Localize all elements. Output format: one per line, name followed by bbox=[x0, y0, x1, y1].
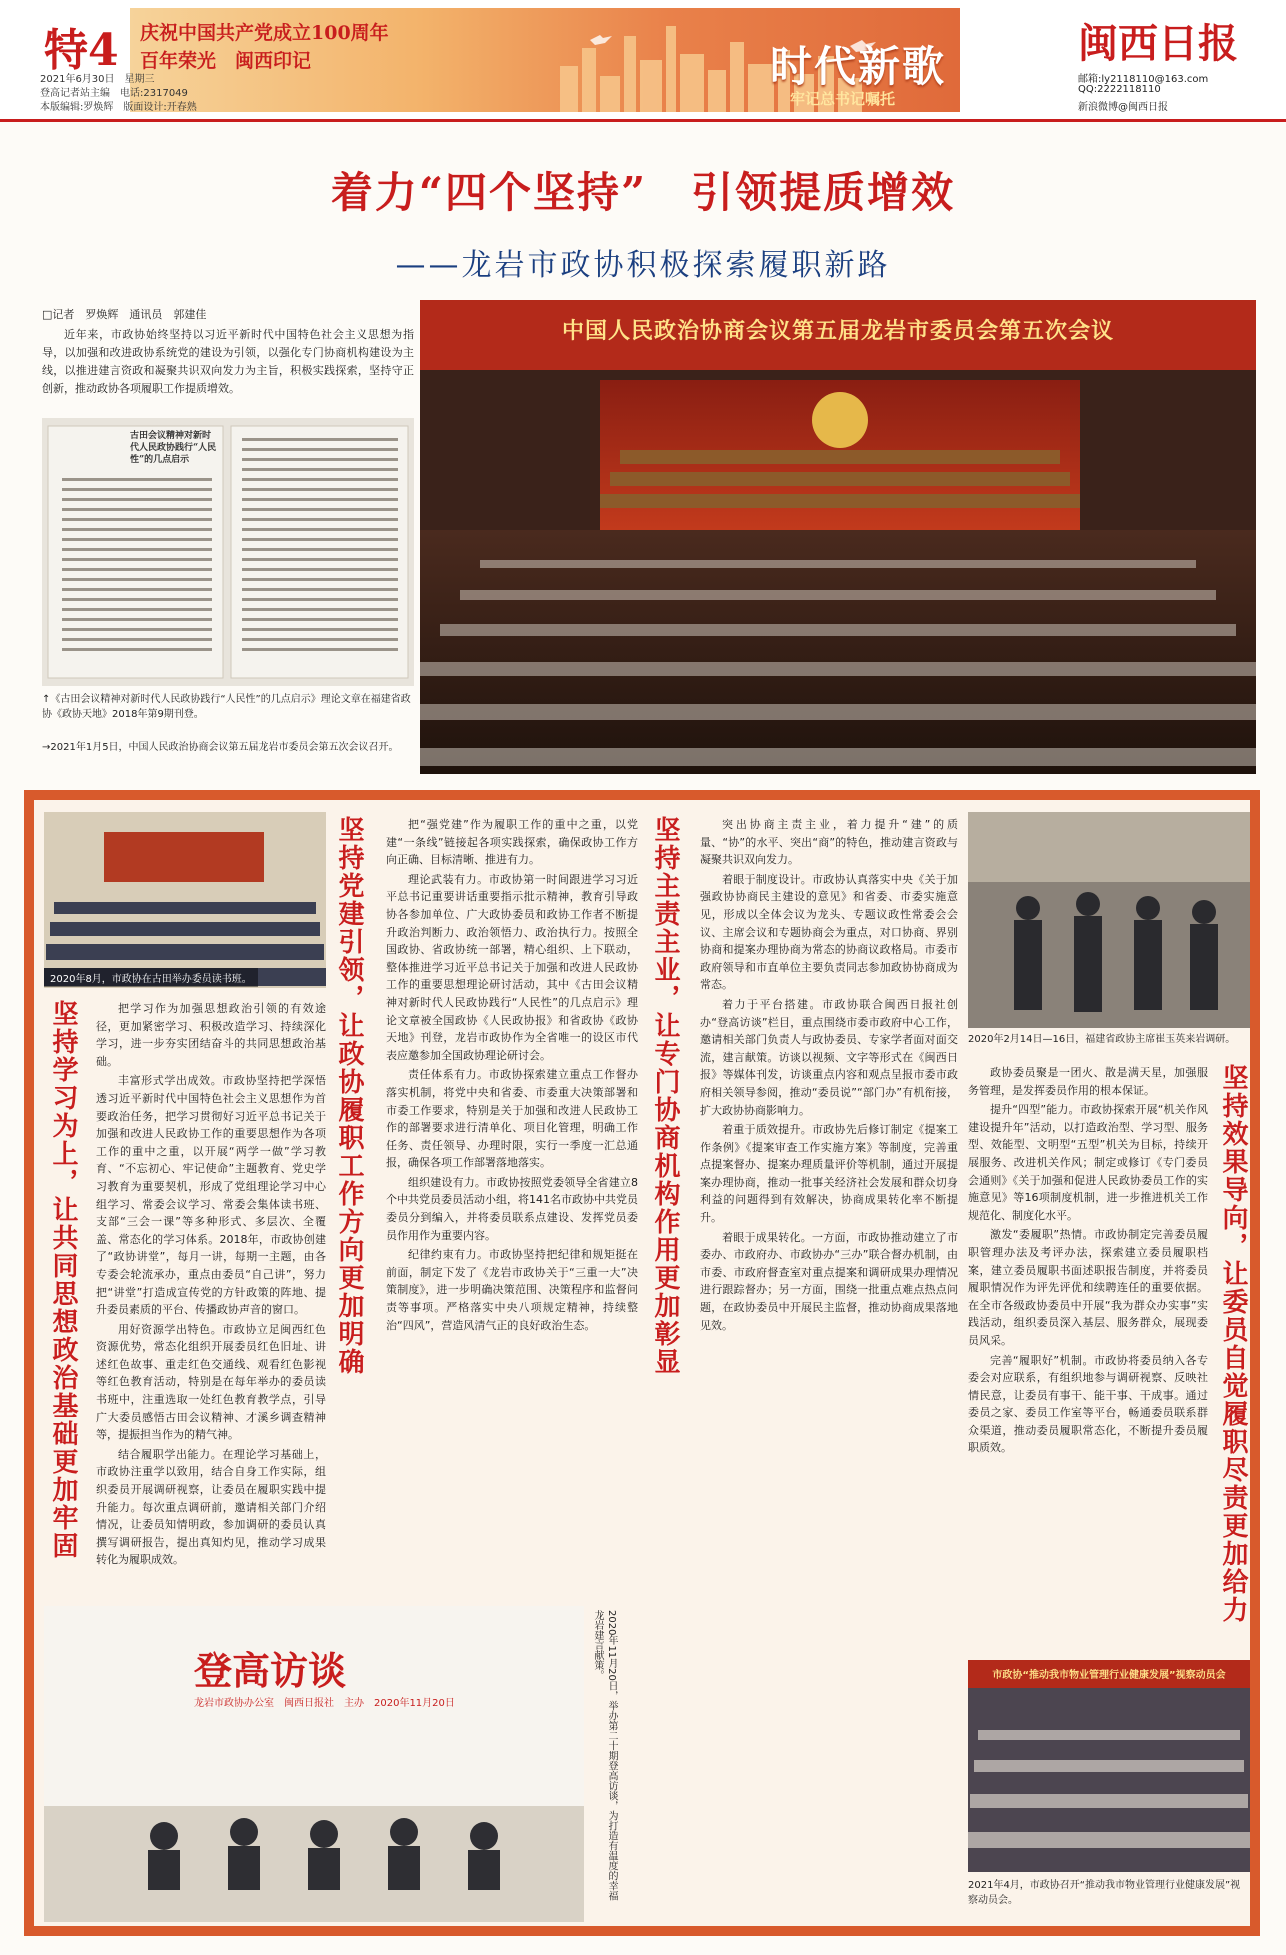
mobilization-meeting-graphic bbox=[968, 1660, 1250, 1872]
series-subtitle: 牢记总书记嘱托 bbox=[790, 90, 896, 108]
article-title: 着力“四个坚持” 引领提质增效 bbox=[330, 168, 956, 217]
header-banner bbox=[130, 8, 960, 112]
section-3-body bbox=[700, 816, 958, 1922]
section-3-paragraph: 着眼于成果转化。一方面，市政协推动建立了市委办、市政府办、市政协办“三办”联合督办机制，由市委、市政府督查室对重点提案和调研成果办理情况进行跟踪督办；另一方面，围绕一批重点难点热点问题，在政协委员中开展民主监督，推动协商成果落地见效。 bbox=[700, 1230, 958, 1332]
section-1-paragraph: 用好资源学出特色。市政协立足闽西红色资源优势，常态化组织开展委员红色旧址、讲述红色故事、重走红色交通线、观看红色影视等红色教育活动，特别是在每年举办的委员读书班中，注重选取一处红色教育教学点，引导广大委员感悟古田会议精神、才溪乡调查精神等，提振担当作为的精气神。 bbox=[96, 1322, 326, 1442]
inspection-visit-caption: 2020年2月14日—16日，福建省政协主席崔玉英来岩调研。 bbox=[968, 1034, 1236, 1045]
section-4-body bbox=[968, 1064, 1208, 1648]
article-subtitle: ——龙岩市政协积极探索履职新路 bbox=[395, 248, 891, 283]
section-3-title: 坚持主责主业，让专门协商机构作用更加彰显 bbox=[650, 816, 680, 1376]
inspection-visit-graphic bbox=[968, 812, 1250, 1028]
section-4-paragraph: 提升“四型”能力。市政协探索开展“机关作风建设提升年”活动，以打造政治型、学习型、服务型、效能型、文明型“五型”机关为目标，持续开展服务、改进机关作风；制定或修订《专门委员会通则》《关于加强和促进人民政协委员工作的实施意见》等16项制度机制，进一步推进机关工作规范化、制度化水平。 bbox=[968, 1103, 1208, 1222]
magazine-photo bbox=[42, 418, 414, 686]
section-4-paragraph: 完善“履职好”机制。市政协将委员纳入各专委会对应联系，有组织地参与调研视察、反映社情民意，让委员有事干、能干事、干成事。通过委员之家、委员工作室等平台，畅通委员联系群众渠道，推动委员履职常态化，不断提升委员履职质效。 bbox=[968, 1353, 1208, 1455]
meeting-hall-graphic bbox=[420, 300, 1256, 774]
newspaper-masthead: 闽西日报 bbox=[1078, 20, 1238, 67]
contact-email: 邮箱:ly2118110@163.com bbox=[1078, 74, 1209, 85]
lead-paragraph: 近年来，市政协始终坚持以习近平新时代中国特色社会主义思想为指导，以加强和改进政协系统党的建设为引领，以强化专门协商机构建设为主线，以推进建言资政和凝聚共识双向发力为主旨，积极实践探索，坚持守正创新，推动政协各项履职工作提质增效。 bbox=[42, 328, 414, 395]
section-2-paragraph: 责任体系有力。市政协探索建立重点工作督办落实机制，将党中央和省委、市委重大决策部署和市委工作要求，特别是关于加强和改进人民政协工作的部署要求进行清单化、项目化管理，明确工作任务、责任领导、办理时限，实行一季度一汇总通报，确保各项工作部署落地落实。 bbox=[386, 1068, 638, 1170]
magazine-article-heading: 古田会议精神对新时代人民政协践行“人民性”的几点启示 bbox=[130, 431, 217, 465]
magazine-photo-caption: ↑《古田会议精神对新时代人民政协践行“人民性”的几点启示》理论文章在福建省政协《政协天地》2018年第9期刊登。 bbox=[42, 694, 411, 720]
section-1-paragraph: 结合履职学出能力。在理论学习基础上，市政协注重学以致用，结合自身工作实际，组织委员开展调研视察，让委员在履职实践中提升能力。每次重点调研前，邀请相关部门介绍情况，让委员知情明政，参加调研的委员认真撰写调研报告，提出真知灼见，推动学习成果转化为履职成效。 bbox=[96, 1447, 326, 1567]
editor-credits: 本版编辑:罗焕辉 版面设计:开春熟 bbox=[40, 102, 197, 113]
meeting-banner-text: 中国人民政治协商会议第五届龙岩市委员会第五次会议 bbox=[561, 318, 1114, 344]
anniversary-motto: 百年荣光 闽西印记 bbox=[140, 50, 312, 72]
meeting-hall-photo bbox=[420, 300, 1256, 774]
page-header bbox=[0, 0, 1286, 122]
talk-show-photo bbox=[44, 1606, 584, 1922]
section-4-title: 坚持效果导向，让委员自觉履职尽责更加给力 bbox=[1218, 1064, 1248, 1624]
section-1-title: 坚持学习为上，让共同思想政治基础更加牢固 bbox=[48, 1000, 78, 1560]
byline: □记者 罗焕辉 通讯员 郭建佳 bbox=[42, 308, 207, 321]
inspection-visit-photo bbox=[968, 812, 1250, 1028]
talk-show-caption: 2020年11月20日，举办第二十期登高访谈，为打造有温度的幸福龙岩建言献策。 bbox=[592, 1610, 617, 1901]
issue-date: 2021年6月30日 星期三 bbox=[40, 74, 155, 85]
reading-class-graphic bbox=[44, 812, 326, 988]
mobilization-meeting-photo bbox=[968, 1660, 1250, 1872]
reading-class-photo bbox=[44, 812, 326, 988]
contact-qq: QQ:2222118110 bbox=[1078, 84, 1161, 95]
section-2-paragraph: 纪律约束有力。市政协坚持把纪律和规矩挺在前面，制定下发了《龙岩市政协关于“三重一大”决策制度》，进一步明确决策范围、决策程序和监督问责等事项。严格落实中央八项规定精神，持续整治“四风”，营造风清气正的良好政治生态。 bbox=[386, 1248, 638, 1332]
section-2-paragraph: 理论武装有力。市政协第一时间跟进学习习近平总书记重要讲话重要指示批示精神，教育引导政协各参加单位、广大政协委员和政协工作者不断提升政治判断力、政治领悟力、政治执行力。按照全国政协、省政协统一部署，精心组织、上下联动，整体推进学习近平总书记关于加强和改进人民政协工作的重要思想理论研讨活动，其中《古田会议精神对新时代人民政协践行“人民性”的几点启示》理论文章被全国政协《人民政协报》和省政协《政协天地》刊登，龙岩市政协作为全省唯一的设区市代表应邀参加全国政协理论研讨会。 bbox=[386, 872, 638, 1062]
section-2-body bbox=[386, 816, 638, 1598]
section-1-paragraph: 把学习作为加强思想政治引领的有效途径，更加紧密学习、积极改造学习、持续深化学习，进一步夯实团结奋斗的共同思想政治基础。 bbox=[96, 1002, 326, 1068]
section-4-paragraph: 激发“委履职”热情。市政协制定完善委员履职管理办法及考评办法，探索建立委员履职档案，建立委员履职书面述职报告制度，并将委员履职情况作为评先评优和续聘连任的重要依据。在全市各级政协委员中开展“我为群众办实事”实践活动，组织委员深入基层、服务群众，展现委员风采。 bbox=[968, 1228, 1208, 1347]
section-1-body bbox=[96, 1000, 326, 1590]
mobilization-banner-text: 市政协“推动我市物业管理行业健康发展”视察动员会 bbox=[992, 1670, 1226, 1681]
section-1-paragraph: 丰富形式学出成效。市政协坚持把学深悟透习近平新时代中国特色社会主义思想作为首要政治任务，把学习贯彻好习近平总书记关于加强和改进人民政协工作的重要思想作为各项工作的重中之重，以开展“两学一做”学习教育、“不忘初心、牢记使命”主题教育、党史学习教育为重要契机，形成了党组理论学习中心组学习、常委会议学习、常委会集体读书班、支部“三会一课”等多种形式、多层次、全覆盖、常态化的学习体系。2018年，市政协创建了“政协讲堂”，每月一讲，每期一主题，由各专委会轮流承办，重点由委员“自己讲”，努力把“讲堂”打造成宣传党的方针政策的阵地、提升委员素质的平台、传播政协声音的窗口。 bbox=[96, 1074, 326, 1317]
section-2-title: 坚持党建引领，让政协履职工作方向更加明确 bbox=[334, 816, 364, 1376]
section-2-paragraph: 把“强党建”作为履职工作的重中之重，以党建“一条线”链接起各项实践探索，确保政协工作方向正确、目标清晰、推进有力。 bbox=[386, 818, 638, 867]
section-3-paragraph: 着眼于制度设计。市政协认真落实中央《关于加强政协协商民主建设的意见》和省委、市委实施意见，形成以全体会议为龙头、专题议政性常委会会议、主席会议和专题协商会为重点，对口协商、界别协商和提案办理协商为常态的协商议政格局。市委市政府领导和市直单位主要负责同志参加政协协商成为常态。 bbox=[700, 872, 958, 992]
section-3-paragraph: 着重于质效提升。市政协先后修订制定《提案工作条例》《提案审查工作实施方案》等制度，完善重点提案督办、提案办理质量评价等机制，通过开展提案办理协商，推动一批事关经济社会发展和群众切身利益的问题得到有效解决，协商成果转化率不断提升。 bbox=[700, 1123, 958, 1225]
meeting-photo-caption: →2021年1月5日，中国人民政治协商会议第五届龙岩市委员会第五次会议召开。 bbox=[42, 742, 399, 753]
mobilization-meeting-caption: 2021年4月，市政协召开“推动我市物业管理行业健康发展”视察动员会。 bbox=[968, 1880, 1241, 1906]
reading-class-caption: 2020年8月，市政协在古田举办委员读书班。 bbox=[44, 968, 258, 987]
magazine-spread-graphic bbox=[42, 418, 414, 686]
section-3-paragraph: 着力于平台搭建。市政协联合闽西日报社创办“登高访谈”栏目，重点围绕市委市政府中心工作，邀请相关部门负责人与政协委员、专家学者面对面交流，建言献策。访谈以视频、文字等形式在《闽西日报》等媒体刊发，访谈重点内容和观点呈报市委市政府相关领导参阅，推动“委员说”“部门办”有机衔接，扩大政协协商影响力。 bbox=[700, 997, 958, 1117]
contact-weibo: 新浪微博@闽西日报 bbox=[1078, 102, 1168, 113]
series-title: 时代新歌 bbox=[770, 42, 947, 91]
anniversary-slogan: 庆祝中国共产党成立100周年 bbox=[140, 22, 389, 44]
talk-banner-subtitle: 龙岩市政协办公室 闽西日报社 主办 2020年11月20日 bbox=[194, 1698, 455, 1709]
talk-banner-title: 登高访谈 bbox=[194, 1648, 347, 1693]
reporter-station: 登高记者站主编 电话:2317049 bbox=[40, 88, 188, 99]
special-page-label: 特4 bbox=[44, 25, 119, 76]
section-3-paragraph: 突出协商主责主业，着力提升“建”的质量、“协”的水平、突出“商”的特色，推动建言资政与凝聚共识双向发力。 bbox=[700, 818, 958, 867]
section-2-paragraph: 组织建设有力。市政协按照党委领导全省建立8个中共党员委员活动小组，将141名市政协中共党员委员分到编入，并将委员联系点建设、发挥党员委员作用作为重要内容。 bbox=[386, 1175, 638, 1242]
section-4-paragraph: 政协委员聚是一团火、散是满天星，加强服务管理，是发挥委员作用的根本保证。 bbox=[968, 1066, 1208, 1097]
